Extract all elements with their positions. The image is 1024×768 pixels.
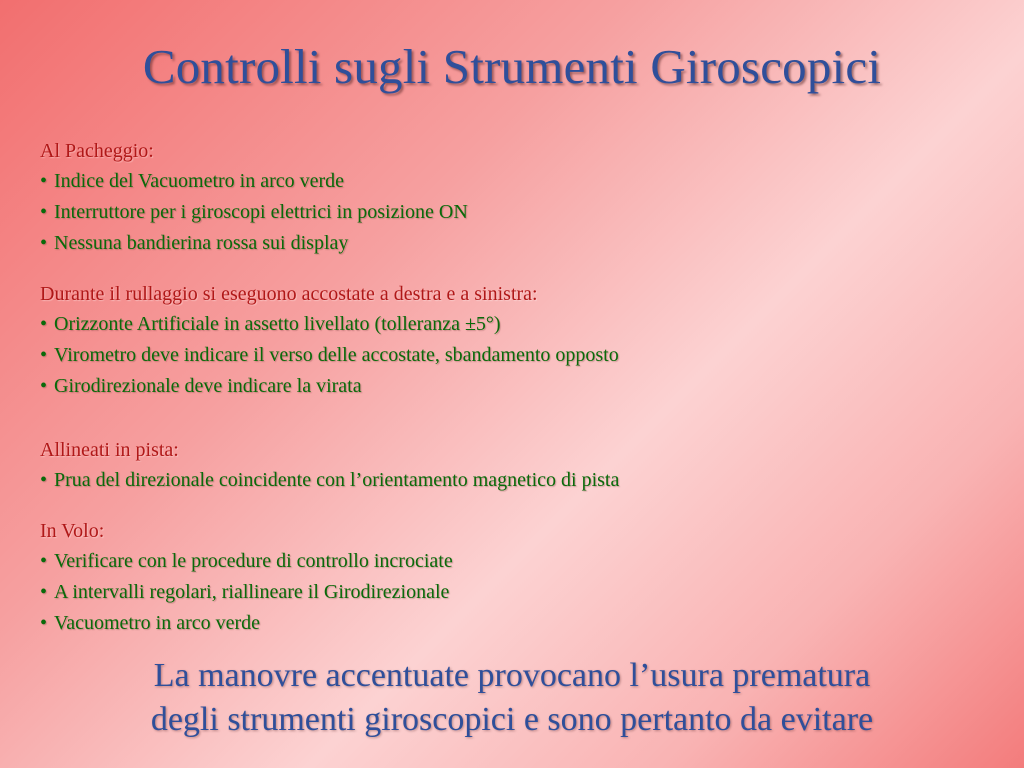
section-taxiing bbox=[40, 279, 1000, 402]
bullet-text: Prua del direzionale coincidente con l’orientamento magnetico di pista bbox=[54, 469, 620, 491]
bullet-item bbox=[40, 197, 1000, 228]
bullet-item bbox=[40, 465, 1000, 496]
bullet-item bbox=[40, 608, 1000, 639]
bullet-glyph: • bbox=[40, 375, 48, 397]
section-heading: In Volo: bbox=[40, 520, 105, 542]
section-heading: Allineati in pista: bbox=[40, 439, 179, 461]
bullet-item bbox=[40, 309, 1000, 340]
section-in-flight bbox=[40, 516, 1000, 639]
bullet-glyph: • bbox=[40, 232, 48, 254]
bullet-glyph: • bbox=[40, 201, 48, 223]
section-parking bbox=[40, 136, 1000, 259]
bullet-item bbox=[40, 577, 1000, 608]
bullet-text: Verificare con le procedure di controllo incrociate bbox=[54, 550, 453, 572]
bullet-text: Virometro deve indicare il verso delle accostate, sbandamento opposto bbox=[54, 344, 619, 366]
bullet-item bbox=[40, 546, 1000, 577]
section-runway bbox=[40, 435, 1000, 496]
bullet-glyph: • bbox=[40, 170, 48, 192]
bullet-item bbox=[40, 228, 1000, 259]
footer-line: La manovre accentuate provocano l’usura prematura bbox=[153, 657, 871, 694]
bullet-item bbox=[40, 166, 1000, 197]
section-heading: Durante il rullaggio si eseguono accostate a destra e a sinistra: bbox=[40, 283, 538, 305]
bullet-text: Nessuna bandierina rossa sui display bbox=[54, 232, 349, 254]
bullet-text: A intervalli regolari, riallineare il Girodirezionale bbox=[54, 581, 450, 603]
slide-footer-note bbox=[0, 654, 1024, 742]
bullet-text: Interruttore per i giroscopi elettrici in posizione ON bbox=[54, 201, 468, 223]
bullet-glyph: • bbox=[40, 344, 48, 366]
bullet-glyph: • bbox=[40, 581, 48, 603]
bullet-item bbox=[40, 340, 1000, 371]
bullet-glyph: • bbox=[40, 313, 48, 335]
bullet-text: Orizzonte Artificiale in assetto livellato (tolleranza ±5°) bbox=[54, 313, 501, 335]
bullet-text: Indice del Vacuometro in arco verde bbox=[54, 170, 345, 192]
bullet-glyph: • bbox=[40, 612, 48, 634]
footer-line: degli strumenti giroscopici e sono pertanto da evitare bbox=[150, 701, 874, 738]
bullet-glyph: • bbox=[40, 469, 48, 491]
bullet-item bbox=[40, 371, 1000, 402]
slide-title: Controlli sugli Strumenti Giroscopici bbox=[142, 39, 882, 94]
section-heading: Al Pacheggio: bbox=[40, 140, 154, 162]
bullet-text: Girodirezionale deve indicare la virata bbox=[54, 375, 362, 397]
slide-content bbox=[40, 136, 1000, 659]
bullet-text: Vacuometro in arco verde bbox=[54, 612, 261, 634]
bullet-glyph: • bbox=[40, 550, 48, 572]
